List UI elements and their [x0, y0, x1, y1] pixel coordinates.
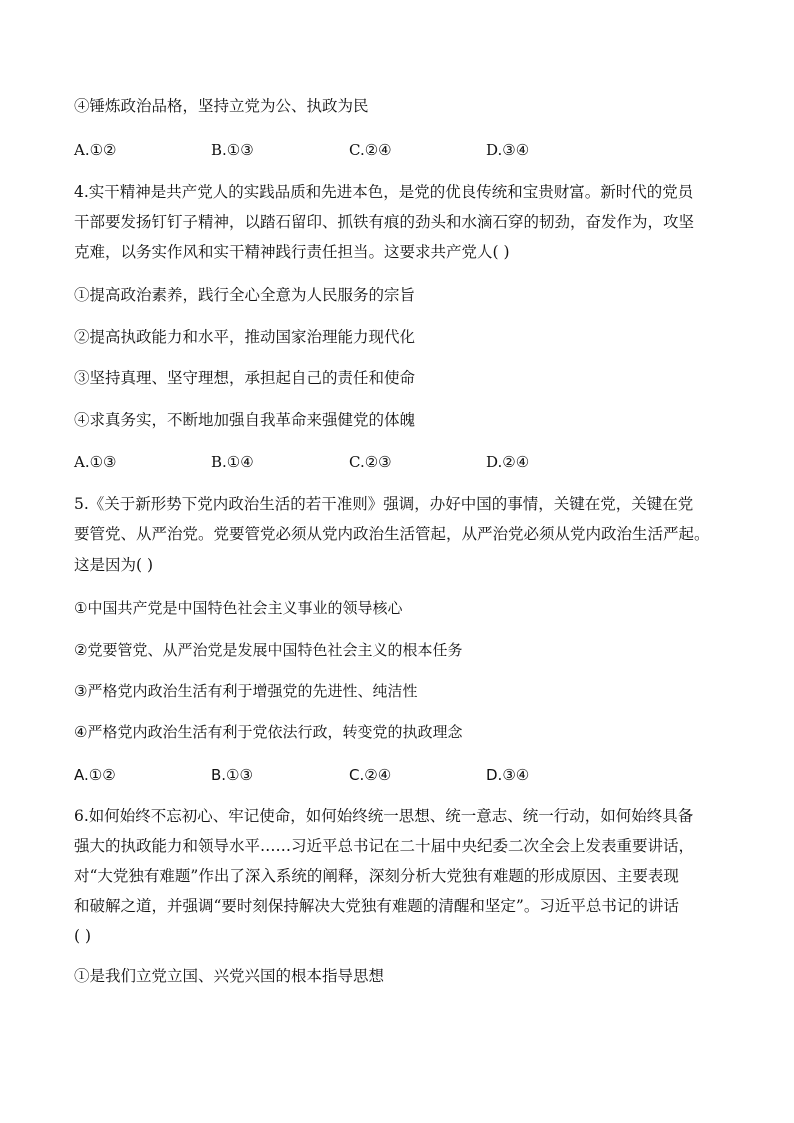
- q5-option-c: C.②④: [349, 766, 392, 784]
- q3-option-c: C.②④: [349, 141, 392, 159]
- q6-stem-line-1: 6.如何始终不忘初心、牢记使命，如何始终统一思想、统一意志、统一行动，如何始终具备: [74, 807, 694, 825]
- q3-item-4: ④锤炼政治品格，坚持立党为公、执政为民: [74, 97, 369, 115]
- q4-option-b: B.①④: [211, 453, 254, 471]
- q3-option-a: A.①②: [74, 141, 117, 159]
- q5-item-4: ④严格党内政治生活有利于党依法行政，转变党的执政理念: [74, 723, 463, 741]
- q4-item-2: ②提高执政能力和水平，推动国家治理能力现代化: [74, 328, 416, 346]
- q5-item-2: ②党要管党、从严治党是发展中国特色社会主义的根本任务: [74, 641, 463, 659]
- q5-option-b: B.①③: [211, 766, 253, 784]
- q4-stem-line-3: 克难，以务实作风和实干精神践行责任担当。这要求共产党人( ): [74, 243, 510, 261]
- q4-option-c: C.②③: [349, 453, 392, 471]
- q5-option-a: A.①②: [74, 766, 116, 784]
- q4-item-4: ④求真务实，不断地加强自我革命来强健党的体魄: [74, 411, 416, 429]
- q4-options: [74, 452, 674, 472]
- q5-stem-line-1: 5.《关于新形势下党内政治生活的若干准则》强调，办好中国的事情，关键在党，关键在党: [74, 495, 694, 513]
- q4-option-a: A.①③: [74, 453, 117, 471]
- q6-stem-line-4: 和破解之道，并强调“要时刻保持解决大党独有难题的清醒和坚定”。习近平总书记的讲话: [74, 897, 679, 915]
- q3-options: [74, 140, 674, 160]
- q4-item-3: ③坚持真理、坚守理想，承担起自己的责任和使命: [74, 369, 416, 387]
- q5-stem-line-2: 要管党、从严治党。党要管党必须从党内政治生活管起，从严治党必须从党内政治生活严起。: [74, 525, 710, 543]
- q4-option-d: D.②④: [486, 453, 530, 471]
- q6-stem-line-3: 对“大党独有难题”作出了深入系统的阐释，深刻分析大党独有难题的形成原因、主要表现: [74, 867, 679, 885]
- q4-stem-line-1: 4.实干精神是共产党人的实践品质和先进本色，是党的优良传统和宝贵财富。新时代的党员: [74, 183, 694, 201]
- q5-option-d: D.③④: [486, 766, 530, 784]
- q6-item-1: ①是我们立党立国、兴党兴国的根本指导思想: [74, 967, 385, 985]
- q5-item-1: ①中国共产党是中国特色社会主义事业的领导核心: [74, 599, 403, 617]
- q6-stem-line-2: 强大的执政能力和领导水平……习近平总书记在二十届中央纪委二次全会上发表重要讲话，: [74, 837, 695, 855]
- q5-stem-line-3: 这是因为( ): [74, 556, 154, 574]
- q5-options: [74, 765, 674, 785]
- q3-option-b: B.①③: [211, 141, 254, 159]
- q4-stem-line-2: 干部要发扬钉钉子精神，以踏石留印、抓铁有痕的劲头和水滴石穿的韧劲，奋发作为，攻坚: [74, 213, 695, 231]
- q4-item-1: ①提高政治素养，践行全心全意为人民服务的宗旨: [74, 286, 416, 304]
- q6-stem-line-5: ( ): [74, 927, 92, 945]
- q5-item-3: ③严格党内政治生活有利于增强党的先进性、纯洁性: [74, 682, 418, 700]
- q3-option-d: D.③④: [486, 141, 530, 159]
